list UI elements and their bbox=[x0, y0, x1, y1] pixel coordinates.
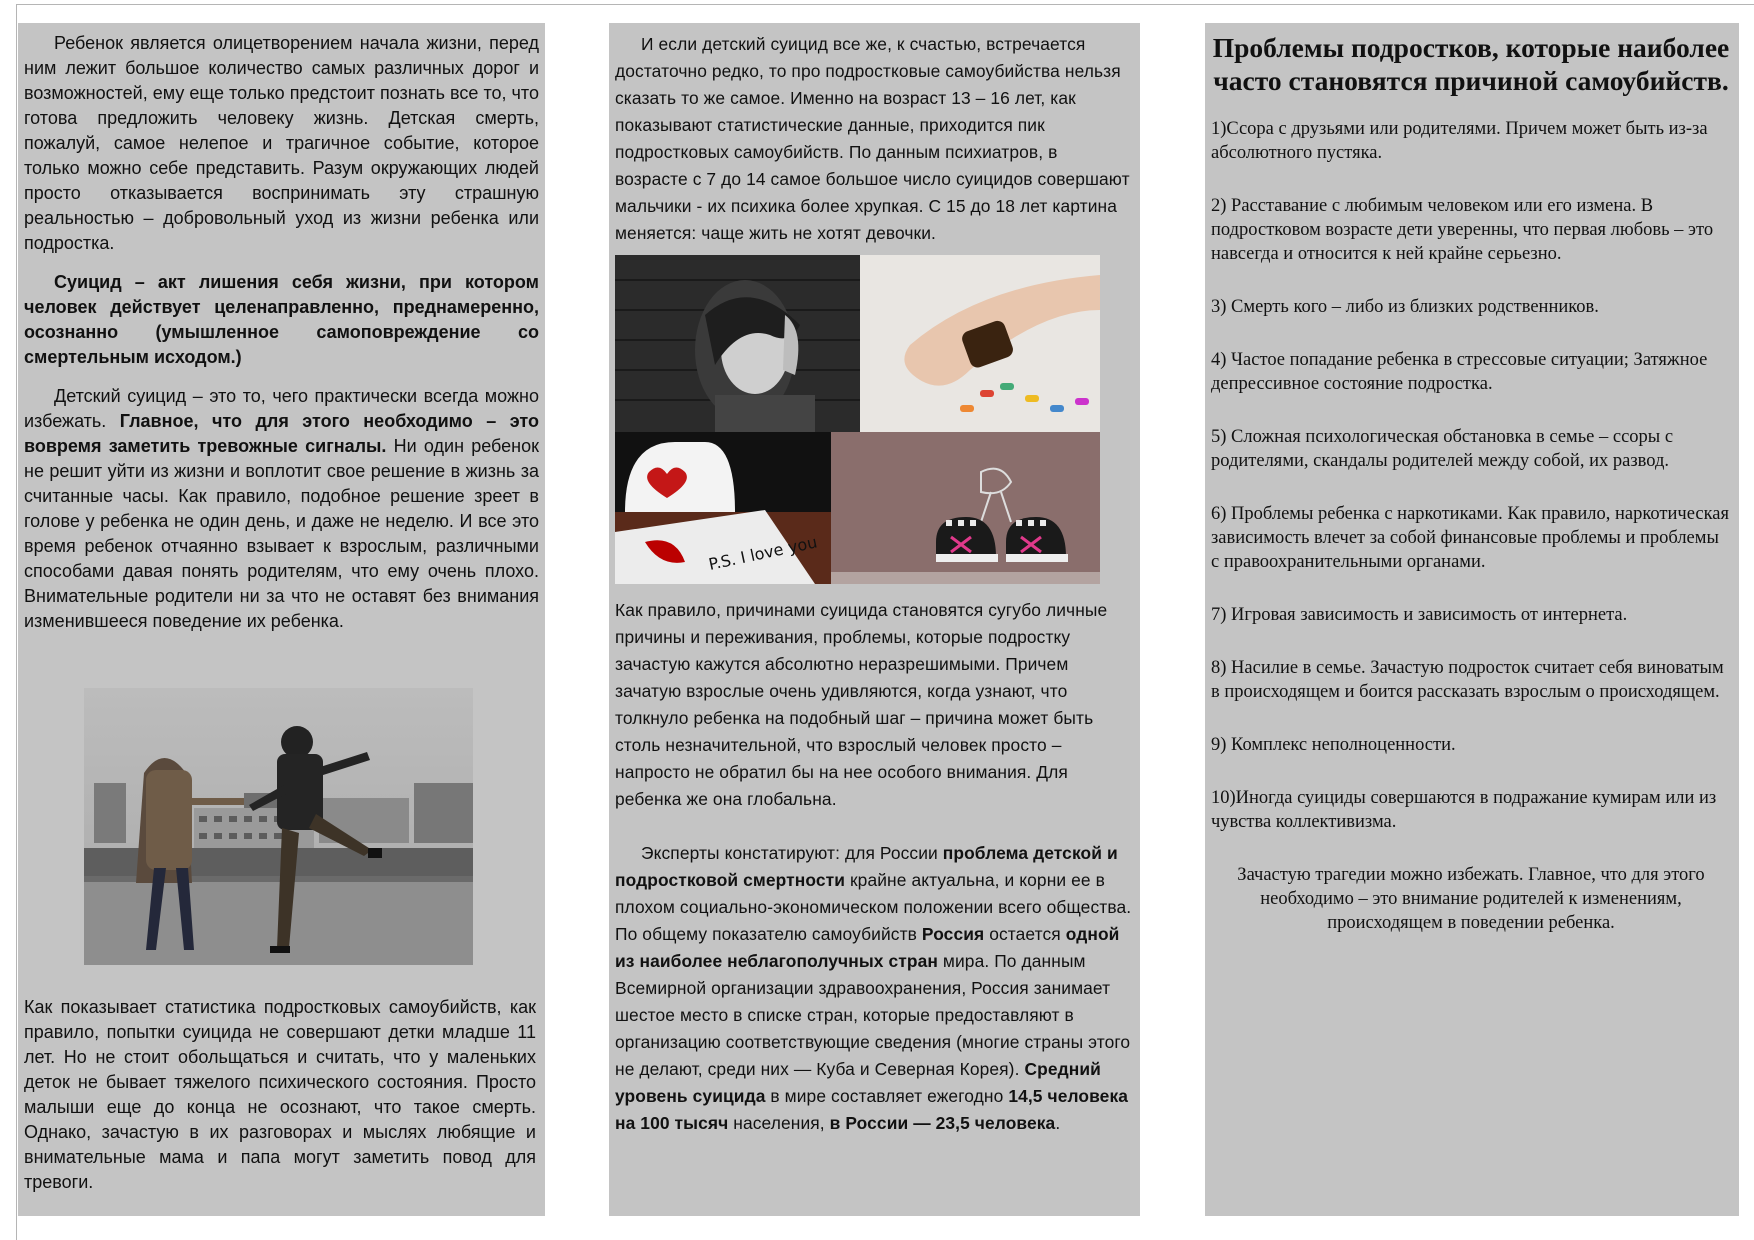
list-item: 7) Игровая зависимость и зависимость от интернета. bbox=[1211, 605, 1628, 625]
experts-bold-3: одной из наиболее неблагополучных стран bbox=[615, 924, 1120, 971]
experts-text-5: в мире составляет ежегодно bbox=[765, 1086, 1009, 1106]
intro-paragraph: Ребенок является олицетворением начала жизни, перед ним лежит большое количество самых различных дорог и возможностей, ему еще только предстоит познать все то, что готова предложить человеку жизнь. Детская смерть, пожалуй, самое нелепое и трагичное событие, которое только можно себе представить. Разум окружающих людей просто отказывается воспринимать эту страшную реальностью – добровольный уход из жизни ребенка или подростка. bbox=[24, 33, 539, 253]
closing-message: Зачастую трагедии можно избежать. Главное, что для этого необходимо – это внимание родителей к изменениям, происходящем в поведении ребенка. bbox=[1237, 865, 1705, 933]
experts-text-4: мира. По данным Всемирной организации здравоохранения, Россия занимает шестое место в списке стран, которые предоставляют в организацию соответствующие сведения (многие страны этого не делают, среди них — Куба и Северная Корея). bbox=[615, 951, 1131, 1079]
sad-girl-photo bbox=[615, 255, 860, 432]
list-item: 1)Ссора с друзьями или родителями. Причем может быть из-за абсолютного пустяка. bbox=[1211, 119, 1708, 163]
experts-bold-4: Средний уровень суицида bbox=[615, 1059, 1101, 1106]
experts-bold-2: Россия bbox=[921, 924, 985, 944]
experts-text-6: населения, bbox=[728, 1113, 830, 1133]
prevention-text-2: Ни один ребенок не решит уйти из жизни и воплотит свое решение в жизнь за считанные часы. Как правило, подобное решение зреет в голове у ребенка не один день, и даже не неделю. И все это время ребенок отчаянно взывает к взрослым, различными способами давая понять родителям, что ему очень плохо. Внимательные родители ни за что не оставят без внимания изменившееся поведение их ребенка. bbox=[24, 436, 539, 631]
leaflet-panel-right bbox=[1205, 23, 1739, 1216]
love-note-text: P.S. I love you bbox=[706, 532, 819, 574]
list-item: 8) Насилие в семье. Зачастую подросток считает себя виноватым в происходящем и боится рассказать взрослым о происходящем. bbox=[1211, 658, 1724, 702]
experts-text-7: . bbox=[1055, 1113, 1061, 1133]
list-item: 6) Проблемы ребенка с наркотиками. Как правило, наркотическая зависимость влечет за собой финансовые проблемы и проблемы с правоохранительными органами. bbox=[1211, 504, 1730, 572]
statistics-block bbox=[24, 995, 536, 1195]
rooftop-photo bbox=[84, 688, 473, 965]
list-item: 5) Сложная психологическая обстановка в семье – ссоры с родителями, скандалы родителей между собой, их развод. bbox=[1211, 427, 1674, 471]
sneakers-photo bbox=[831, 432, 1100, 584]
list-item: 9) Комплекс неполноценности. bbox=[1211, 735, 1456, 755]
page-border-left bbox=[16, 4, 17, 1240]
experts-paragraph bbox=[615, 840, 1135, 1137]
prevention-text-1: Детский суицид – это то, чего практически всегда можно избежать. bbox=[24, 386, 539, 431]
experts-text-1: Эксперты констатируют: для России bbox=[641, 843, 943, 863]
experts-text-3: остается bbox=[984, 924, 1066, 944]
experts-bold-6: в России — 23,5 человека bbox=[829, 1113, 1056, 1133]
problems-list bbox=[1211, 117, 1731, 834]
causes-block bbox=[615, 597, 1135, 1137]
pills-hand-photo bbox=[860, 255, 1100, 432]
teen-suicide-paragraph: И если детский суицид все же, к счастью, встречается достаточно редко, то про подростковые самоубийства нельзя сказать то же самое. Именно на возраст 13 – 16 лет, как показывают статистические данные, приходится пик подростковых самоубийств. По данным психиатров, в возрасте с 7 до 14 самое большое число суицидов совершают мальчики - их психика более хрупкая. С 15 до 18 лет картина меняется: чаще жить не хотят девочки. bbox=[615, 34, 1130, 243]
page-border-top bbox=[16, 4, 1754, 5]
list-item: 3) Смерть кого – либо из близких родственников. bbox=[1211, 297, 1599, 317]
statistics-paragraph: Как показывает статистика подростковых самоубийств, как правило, попытки суицида не совершают детки младше 11 лет. Но не стоит обольщаться и считать, что у маленьких деток не бывает тяжелого психического состояния. Просто малыши еще до конца не осознают, что такое смерть. Однако, зачастую в их разговорах и мыслях любящие и внимательные мама и папа могут заметить повод для тревоги. bbox=[24, 997, 536, 1192]
experts-bold-5: 14,5 человека на 100 тысяч bbox=[615, 1086, 1129, 1133]
causes-paragraph: Как правило, причинами суицида становятся сугубо личные причины и переживания, проблемы, которые подростку зачастую кажутся абсолютно неразрешимыми. Причем зачатую взрослые очень удивляются, когда узнают, что толкнуло ребенка на подобный шаг – причина может быть столь незначительной, что взрослый человек просто – напросто не обратил бы на нее особого внимания. Для ребенка же она глобальна. bbox=[615, 600, 1108, 809]
prevention-key-message: Главное, что для этого необходимо – это вовремя заметить тревожные сигналы. bbox=[24, 411, 539, 456]
experts-text-2: крайне актуальна, и корни ее в плохом социально-экономическом положении всего общества. По общему показателю самоубийств bbox=[615, 870, 1132, 944]
prevention-paragraph bbox=[24, 384, 539, 634]
list-item: 2) Расставание с любимым человеком или его измена. В подростковом возрасте дети уверенны, что первая любовь – это навсегда и относится к ней крайне серьезно. bbox=[1211, 196, 1714, 264]
list-item: 10)Иногда суициды совершаются в подражание кумирам или из чувства коллективизма. bbox=[1211, 788, 1717, 832]
suicide-definition: Суицид – акт лишения себя жизни, при котором человек действует целенаправленно, преднамеренно, осознанно (умышленное самоповреждение со смертельным исходом.) bbox=[24, 272, 539, 367]
experts-bold-1: проблема детской и подростковой смертности bbox=[615, 843, 1118, 890]
problems-title: Проблемы подростков, которые наиболее часто становятся причиной самоубийств. bbox=[1212, 32, 1730, 96]
list-item: 4) Частое попадание ребенка в стрессовые ситуации; Затяжное депрессивное состояние подростка. bbox=[1211, 350, 1708, 394]
mug-note-photo bbox=[615, 432, 831, 584]
